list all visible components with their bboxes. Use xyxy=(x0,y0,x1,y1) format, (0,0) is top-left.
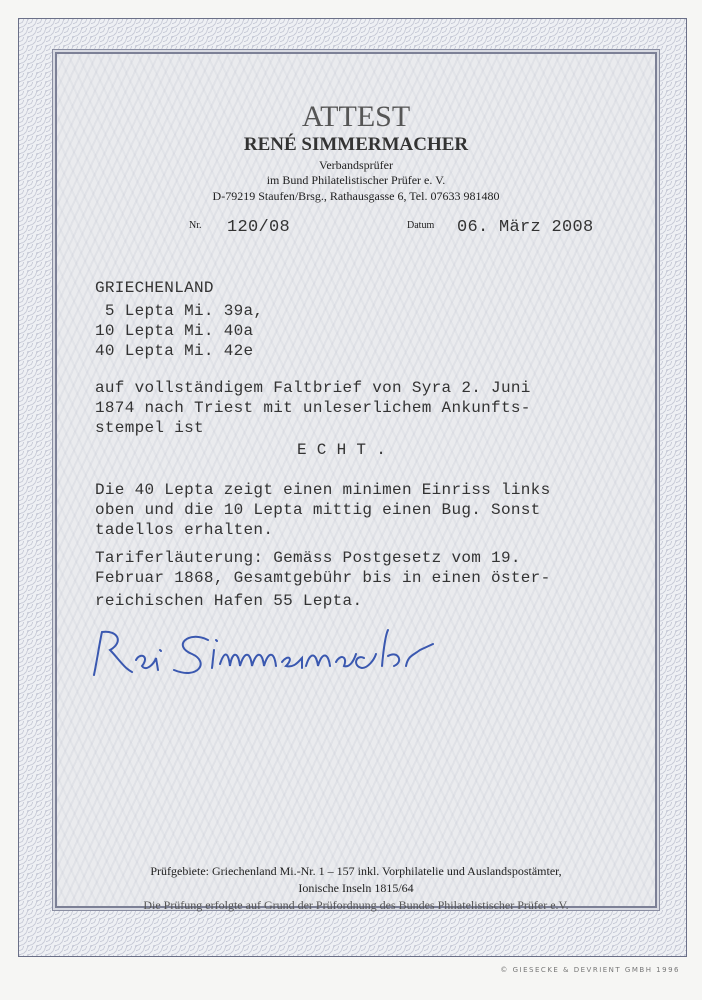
handwritten-signature xyxy=(88,620,438,690)
testing-areas: Ionische Inseln 1815/64 xyxy=(298,881,414,895)
datum-label: Datum xyxy=(407,220,435,231)
condition-line: Die 40 Lepta zeigt einen minimen Einriss links xyxy=(95,481,551,499)
title: ATTEST xyxy=(301,100,411,133)
country: GRIECHENLAND xyxy=(95,279,214,297)
verdict: E C H T . xyxy=(297,441,387,459)
datum-value: 06. März 2008 xyxy=(457,218,594,237)
address: D-79219 Staufen/Brsg., Rathausgasse 6, Tel. 07633 981480 xyxy=(212,189,500,203)
condition-line: tadellos erhalten. xyxy=(95,521,274,539)
nr-label: Nr. xyxy=(189,220,202,231)
association: im Bund Philatelistischer Prüfer e. V. xyxy=(266,173,446,187)
examiner-name: RENÉ SIMMERMACHER xyxy=(243,134,469,155)
tariff-line: reichischen Hafen 55 Lepta. xyxy=(95,592,363,610)
description-line: 1874 nach Triest mit unleserlichem Ankunfts- xyxy=(95,399,531,417)
examiner-role: Verbandsprüfer xyxy=(319,158,393,172)
certificate-panel xyxy=(55,52,657,912)
description-line: stempel ist xyxy=(95,419,204,437)
tariff-line: Februar 1868, Gesamtgebühr bis in einen öster- xyxy=(95,569,551,587)
tariff-line: Tariferläuterung: Gemäss Postgesetz vom 19. xyxy=(95,549,521,567)
testing-areas: Prüfgebiete: Griechenland Mi.-Nr. 1 – 157 inkl. Vorphilatelie und Auslandspostämter, xyxy=(150,864,562,878)
description-line: auf vollständigem Faltbrief von Syra 2. Juni xyxy=(95,379,531,397)
condition-line: oben und die 10 Lepta mittig einen Bug. Sonst xyxy=(95,501,541,519)
copyright: © GIESECKE & DEVRIENT GMBH 1996 xyxy=(500,966,680,974)
nr-value: 120/08 xyxy=(227,218,291,237)
stamp-line: 10 Lepta Mi. 40a xyxy=(95,322,254,340)
testing-basis: Die Prüfung erfolgte auf Grund der Prüfordnung des Bundes Philatelistischer Prüfer e.V. xyxy=(143,898,569,912)
stamp-line: 5 Lepta Mi. 39a, xyxy=(95,302,264,320)
stamp-line: 40 Lepta Mi. 42e xyxy=(95,342,254,360)
